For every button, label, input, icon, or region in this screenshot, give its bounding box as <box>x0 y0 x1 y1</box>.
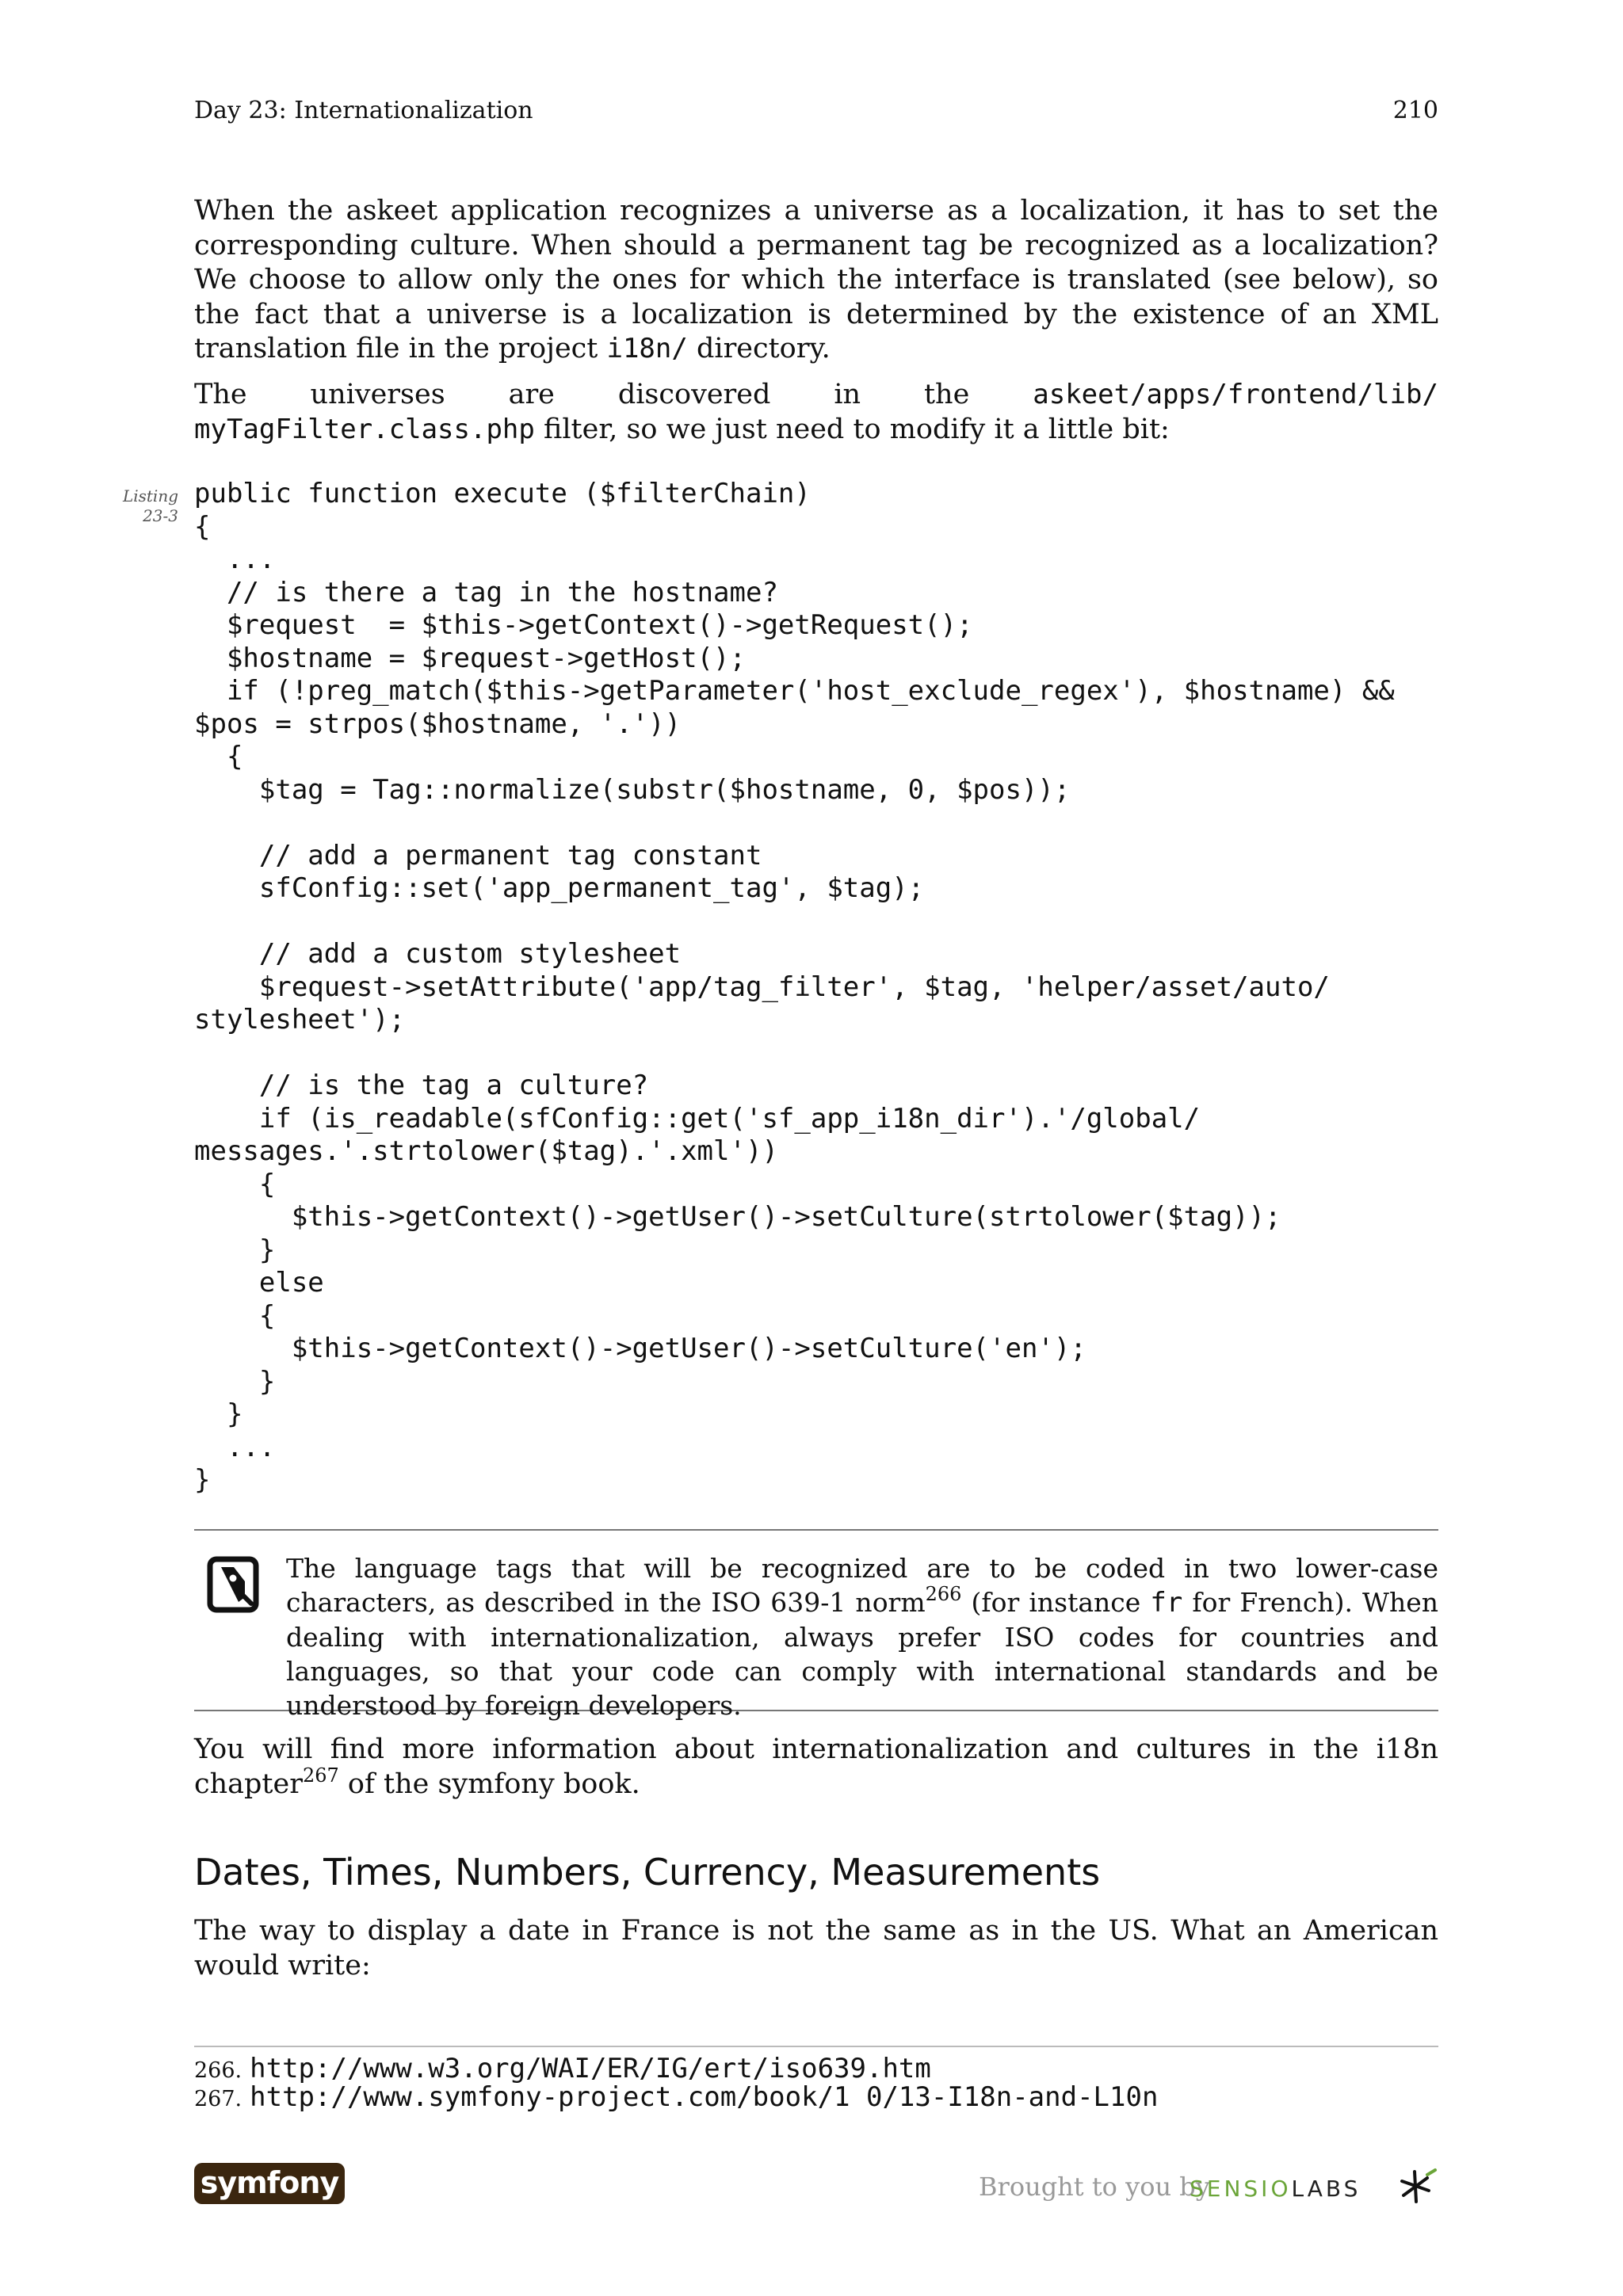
note-box <box>194 1529 1438 1721</box>
footnote-number: 267. <box>194 2087 242 2111</box>
listing-label <box>119 486 178 526</box>
para2-tail: filter, so we just need to modify it a little bit: <box>534 413 1170 445</box>
brought-to-you-by: Brought to you by <box>979 2172 1210 2202</box>
note-text-end: for French). When dealing with internationalization, always prefer ISO codes for countries and languages, so that your code can comply with international standards and be understood by foreign developers. <box>286 1587 1438 1721</box>
footnote-number: 266. <box>194 2058 242 2083</box>
inline-code-fr: fr <box>1150 1587 1183 1619</box>
footnotes <box>194 2054 1438 2111</box>
para2-line1 <box>194 378 1438 413</box>
note-text-start: The language tags that will be recognized are to be coded in two lower-case characters, as described in the ISO 639-1 norm <box>286 1553 1438 1618</box>
inline-code-path: askeet/apps/frontend/lib/ <box>1033 379 1438 410</box>
sensiolabs-icon <box>1397 2167 1438 2206</box>
para1-tail: directory. <box>687 333 831 364</box>
brand-labs: LABS <box>1291 2176 1361 2202</box>
para1-text: When the askeet application recognizes a universe as a localization, it has to set the corresponding culture. When should a permanent tag be recognized as a localization? We choose to allow only the ones for which the interface is translated (see below), so the fact that a universe is a localization is determined by the existence of an XML translation file in the project <box>194 195 1438 364</box>
symfony-logo: symfony <box>194 2163 345 2204</box>
paragraph-culture-intro <box>194 194 1438 367</box>
brand-sensio: SENSIO <box>1190 2176 1292 2202</box>
para3-tail: of the symfony book. <box>338 1768 640 1800</box>
paragraph-dates: The way to display a date in France is not the same as in the US. What an American would write: <box>194 1915 1438 1981</box>
note-text-mid: (for instance <box>961 1587 1151 1618</box>
footnote-ref-266[interactable]: 266 <box>925 1583 962 1605</box>
paragraph-more-info <box>194 1733 1438 1802</box>
para3-text: You will find more information about internationalization and cultures in the i18n chapter <box>194 1733 1438 1800</box>
code-listing: public function execute ($filterChain) { ... // is there a tag in the hostname? $request = $this->getContext()->getRequest(); $hostname = $request->getHost(); if (!preg_match($this->getParameter('host_exclude_regex'), $hostname) && $pos = strpos($hostname, '.')) { $tag = Tag::normalize(substr($hostname, 0, $pos)); // add a permanent tag constant sfConfig::set('app_permanent_tag', $tag); // add a custom stylesheet $request->setAttribute('app/tag_filter', $tag, 'helper/asset/auto/ stylesheet'); // is the tag a culture? if (is_readable(sfConfig::get('sf_app_i18n_dir').'/global/ messages.'.strtolower($tag).'.xml')) { $this->getContext()->getUser()->setCulture(strtolower($tag)); } else { $this->getContext()->getUser()->setCulture('en'); } } ... } <box>194 478 1395 1496</box>
footnote-link[interactable]: http://www.w3.org/WAI/ER/IG/ert/iso639.htm <box>250 2053 931 2084</box>
page-number: 210 <box>1392 97 1438 124</box>
note-icon <box>207 1556 259 1613</box>
listing-label-word: Listing <box>122 486 178 505</box>
footnote-link[interactable]: http://www.symfony-project.com/book/1 0/13-I18n-and-L10n <box>250 2081 1159 2113</box>
inline-code-i18n-dir: i18n/ <box>606 333 688 364</box>
footer-credit <box>979 2167 1438 2206</box>
listing-label-number: 23-3 <box>143 506 178 525</box>
running-header <box>194 97 1438 132</box>
footnote-ref-267[interactable]: 267 <box>302 1764 339 1787</box>
footnote-266 <box>194 2054 1438 2083</box>
para2-text: The universes are discovered in the <box>194 379 1033 410</box>
note-text <box>286 1551 1438 1722</box>
footnote-267 <box>194 2083 1438 2111</box>
section-heading: Dates, Times, Numbers, Currency, Measurements <box>194 1851 1101 1894</box>
paragraph-universes <box>194 378 1438 447</box>
footnote-divider <box>194 2046 1438 2047</box>
chapter-title: Day 23: Internationalization <box>194 97 533 124</box>
inline-code-filename: myTagFilter.class.php <box>194 413 535 445</box>
sensiolabs-wordmark <box>1190 2176 1361 2202</box>
